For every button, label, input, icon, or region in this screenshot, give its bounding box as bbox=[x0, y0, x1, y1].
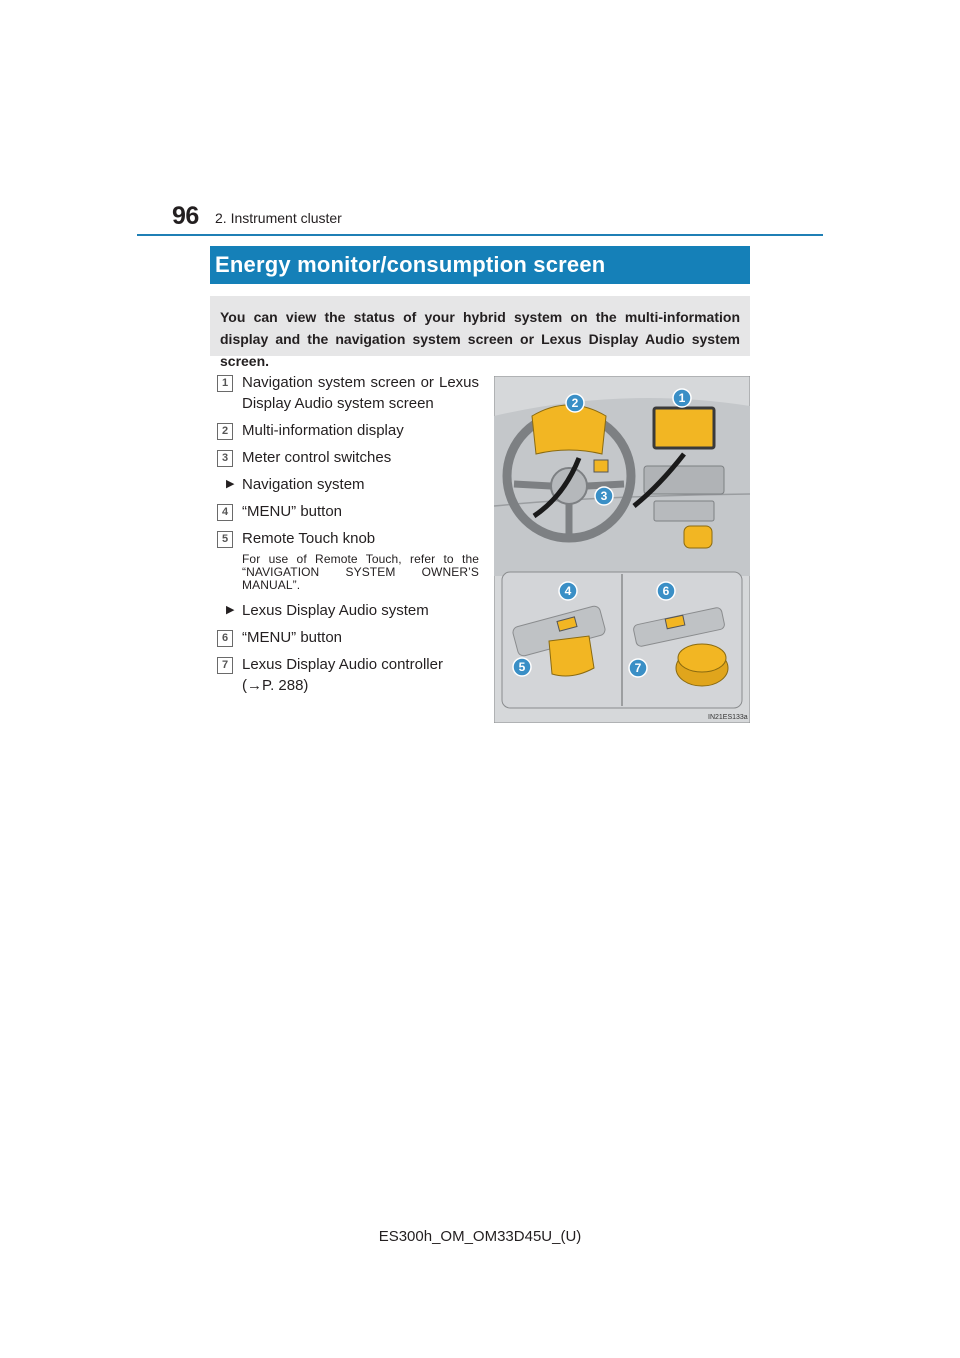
list-item-text: Meter control switches bbox=[242, 449, 392, 466]
list-item bbox=[217, 372, 479, 414]
list-item-text: “MENU” button bbox=[242, 503, 343, 520]
navigation-screen bbox=[654, 408, 714, 448]
callout-1 bbox=[673, 389, 691, 407]
callout-label: 7 bbox=[634, 661, 642, 675]
callout-3 bbox=[595, 487, 613, 505]
page-number: 96 bbox=[172, 202, 199, 230]
control-panel bbox=[654, 501, 714, 521]
list-item-text: Multi-information display bbox=[242, 422, 404, 439]
footer-code: ES300h_OM_OM33D45U_(U) bbox=[378, 1228, 582, 1245]
callout-label: 6 bbox=[662, 584, 670, 598]
callout-list bbox=[217, 372, 479, 702]
meter-control-switches bbox=[594, 460, 608, 472]
dashboard-illustration bbox=[494, 376, 750, 723]
illustration-code: IN21ES133a bbox=[708, 714, 748, 721]
list-item-text bbox=[242, 654, 479, 696]
list-item bbox=[217, 627, 479, 648]
intro-box: You can view the status of your hybrid system on the multi-information display and the navigation system screen or Lexus Display Audio system screen. bbox=[210, 296, 750, 356]
callout-number: 5 bbox=[217, 531, 233, 548]
callout-4 bbox=[559, 582, 577, 600]
list-item bbox=[217, 447, 479, 468]
nav-system-heading bbox=[217, 474, 479, 495]
lda-system-heading bbox=[217, 600, 479, 621]
triangle-right-icon: ▶ bbox=[226, 478, 235, 490]
list-item bbox=[217, 501, 479, 522]
header-rule bbox=[137, 234, 823, 236]
list-item-text: “MENU” button bbox=[242, 629, 343, 646]
heading-text: Lexus Display Audio system bbox=[242, 602, 429, 619]
list-item bbox=[217, 654, 479, 696]
chapter-title: 2. Instrument cluster bbox=[215, 210, 342, 226]
callout-label: 5 bbox=[518, 660, 526, 674]
list-item bbox=[217, 528, 479, 549]
callout-number: 6 bbox=[217, 630, 233, 647]
remote-touch-knob bbox=[549, 636, 594, 676]
callout-number: 7 bbox=[217, 657, 233, 674]
callout-5 bbox=[513, 658, 531, 676]
list-item-label: Lexus Display Audio controller bbox=[242, 656, 443, 673]
triangle-right-icon: ▶ bbox=[226, 604, 235, 616]
callout-6 bbox=[657, 582, 675, 600]
remote-touch-note: For use of Remote Touch, refer to the “NAVIGATION SYSTEM OWNER’S MANUAL”. bbox=[242, 552, 479, 592]
list-item-text: Navigation system screen or Lexus Display Audio system screen bbox=[242, 374, 479, 412]
callout-label: 3 bbox=[600, 489, 608, 503]
callout-number: 2 bbox=[217, 423, 233, 440]
list-item bbox=[217, 420, 479, 441]
callout-7 bbox=[629, 659, 647, 677]
lda-controller-top bbox=[678, 644, 726, 672]
meter-cluster bbox=[532, 405, 606, 454]
callout-number: 3 bbox=[217, 450, 233, 467]
callout-number: 1 bbox=[217, 375, 233, 392]
callout-2 bbox=[566, 394, 584, 412]
console-knob bbox=[684, 526, 712, 548]
callout-label: 4 bbox=[564, 584, 572, 598]
callout-label: 1 bbox=[678, 391, 686, 405]
callout-label: 2 bbox=[571, 396, 579, 410]
heading-text: Navigation system bbox=[242, 476, 365, 493]
section-title: Energy monitor/consumption screen bbox=[210, 246, 750, 284]
center-vents bbox=[644, 466, 724, 494]
page-reference-link[interactable]: (→P. 288) bbox=[242, 677, 309, 694]
list-item-text: Remote Touch knob bbox=[242, 530, 376, 547]
callout-number: 4 bbox=[217, 504, 233, 521]
